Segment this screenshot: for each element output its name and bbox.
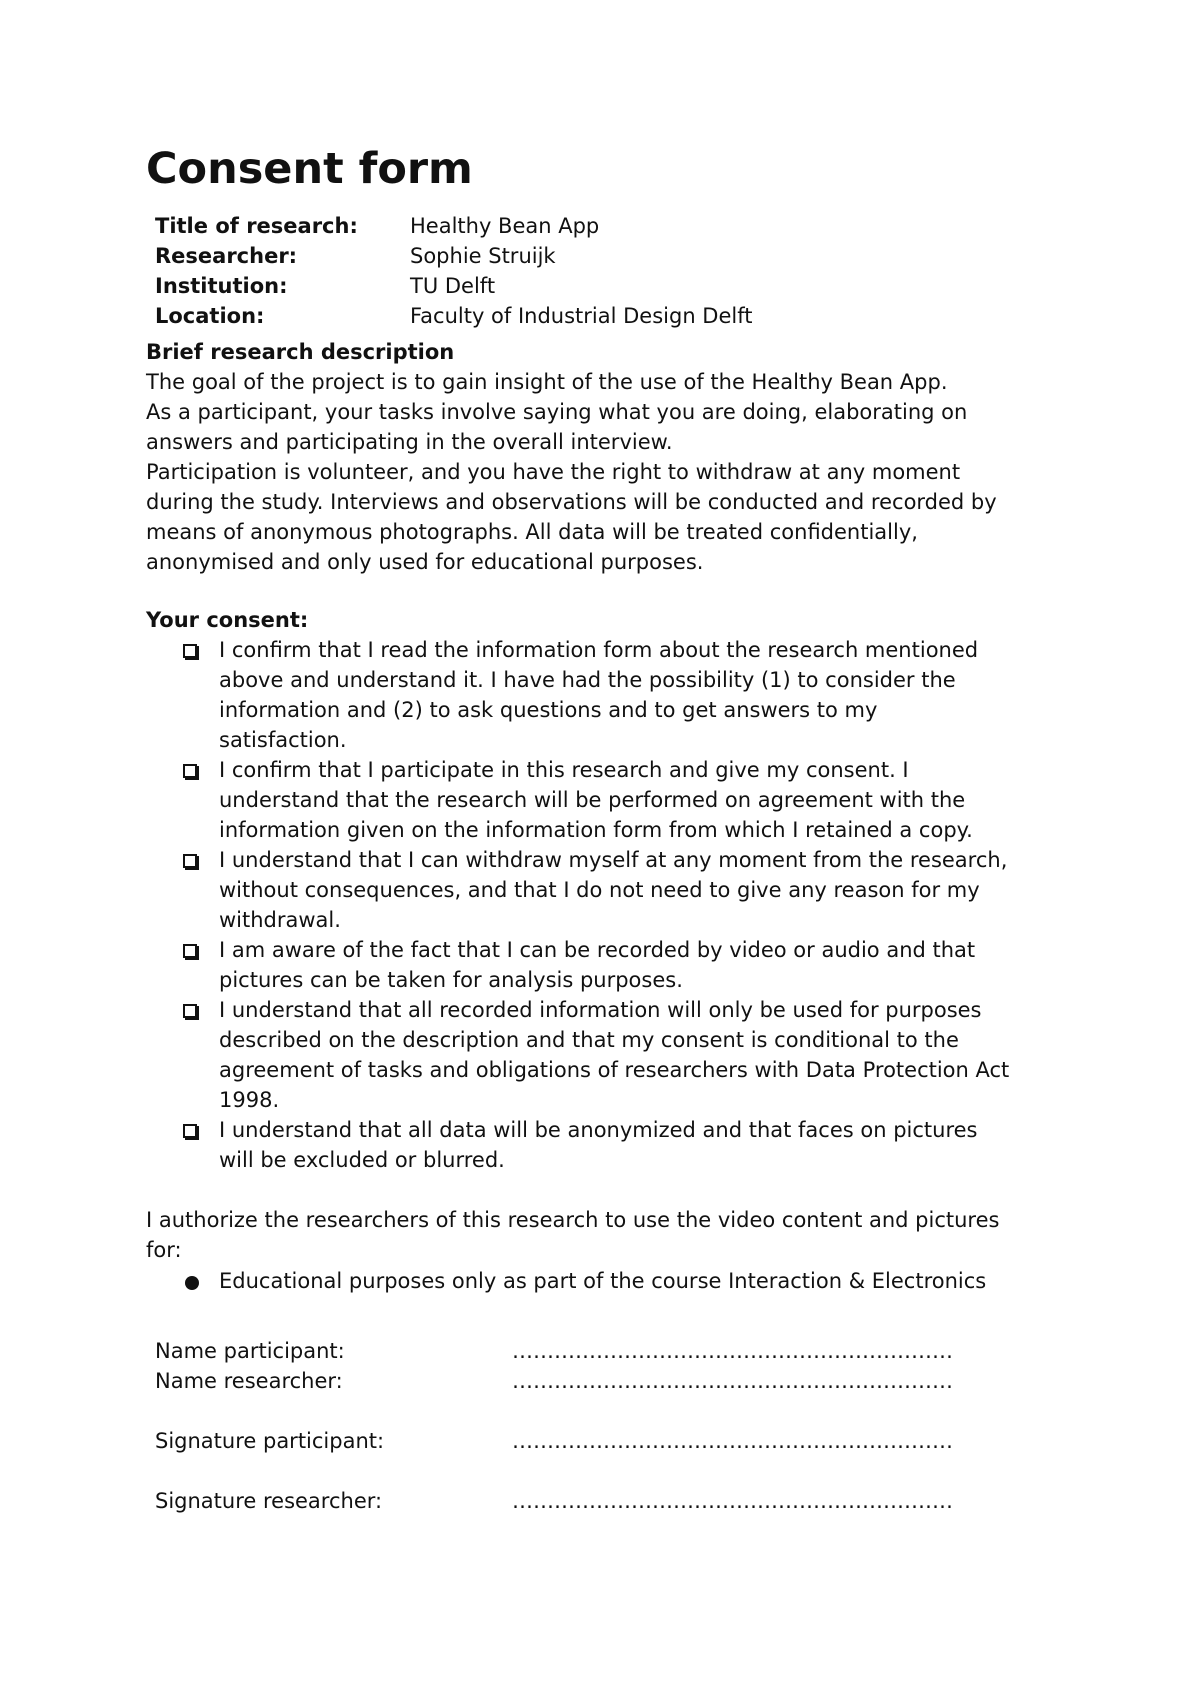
consent-item-line: I understand that all data will be anonymized and that faces on pictures xyxy=(219,1118,978,1142)
consent-item-line: satisfaction. xyxy=(219,728,347,752)
name-researcher-label: Name researcher: xyxy=(155,1369,343,1393)
consent-item-line: I understand that I can withdraw myself at any moment from the research, xyxy=(219,848,1008,872)
authorization-line: for: xyxy=(146,1238,182,1262)
consent-item-line: I understand that all recorded information will only be used for purposes xyxy=(219,998,982,1022)
consent-item-line: information and (2) to ask questions and to get answers to my xyxy=(219,698,878,722)
consent-checklist xyxy=(146,635,1106,1175)
description-line: during the study. Interviews and observations will be conducted and recorded by xyxy=(146,490,997,514)
description-line: anonymised and only used for educational purposes. xyxy=(146,550,704,574)
consent-item-line: 1998. xyxy=(219,1088,280,1112)
signature-section xyxy=(155,1336,953,1516)
page-title: Consent form xyxy=(146,144,473,194)
meta-row-researcher xyxy=(155,241,753,271)
consent-section xyxy=(146,605,1106,1175)
checkbox-icon[interactable] xyxy=(183,944,197,958)
meta-label: Institution: xyxy=(155,274,288,298)
signature-participant-field[interactable]: ……………………………………………………… xyxy=(512,1429,953,1453)
consent-item-line: pictures can be taken for analysis purposes. xyxy=(219,968,683,992)
signature-researcher-row xyxy=(155,1486,953,1516)
name-participant-field[interactable]: ……………………………………………………… xyxy=(512,1339,953,1363)
checkbox-icon[interactable] xyxy=(183,764,197,778)
description-heading: Brief research description xyxy=(146,340,455,364)
checkbox-icon[interactable] xyxy=(183,644,197,658)
bullet-icon xyxy=(185,1276,199,1290)
description-line: Participation is volunteer, and you have the right to withdraw at any moment xyxy=(146,460,961,484)
description-line: means of anonymous photographs. All data will be treated confidentially, xyxy=(146,520,918,544)
consent-item-line: withdrawal. xyxy=(219,908,341,932)
consent-item-line: I am aware of the fact that I can be recorded by video or audio and that xyxy=(219,938,976,962)
meta-row-location xyxy=(155,301,753,331)
meta-value: Sophie Struijk xyxy=(410,244,556,268)
meta-row-institution xyxy=(155,271,753,301)
meta-value: TU Delft xyxy=(410,274,496,298)
meta-label: Title of research: xyxy=(155,214,358,238)
meta-row-title xyxy=(155,211,753,241)
description-line: The goal of the project is to gain insight of the use of the Healthy Bean App. xyxy=(146,370,948,394)
consent-item-line: will be excluded or blurred. xyxy=(219,1148,505,1172)
authorization-section xyxy=(146,1205,1106,1296)
name-researcher-field[interactable]: ……………………………………………………… xyxy=(512,1369,953,1393)
meta-value: Healthy Bean App xyxy=(410,214,600,238)
signature-researcher-label: Signature researcher: xyxy=(155,1489,383,1513)
authorization-bullet-text: Educational purposes only as part of the course Interaction & Electronics xyxy=(219,1269,987,1293)
name-researcher-row xyxy=(155,1366,953,1396)
meta-label: Researcher: xyxy=(155,244,298,268)
consent-item xyxy=(146,635,1106,755)
consent-item-line: understand that the research will be performed on agreement with the xyxy=(219,788,966,812)
signature-researcher-field[interactable]: ……………………………………………………… xyxy=(512,1489,953,1513)
description-line: As a participant, your tasks involve saying what you are doing, elaborating on xyxy=(146,400,968,424)
consent-item-line: information given on the information form from which I retained a copy. xyxy=(219,818,973,842)
description-line: answers and participating in the overall interview. xyxy=(146,430,673,454)
checkbox-icon[interactable] xyxy=(183,854,197,868)
consent-item xyxy=(146,845,1106,935)
consent-item-line: agreement of tasks and obligations of researchers with Data Protection Act xyxy=(219,1058,1010,1082)
signature-participant-row xyxy=(155,1426,953,1456)
spacer xyxy=(155,1456,953,1486)
signature-participant-label: Signature participant: xyxy=(155,1429,385,1453)
checkbox-icon[interactable] xyxy=(183,1124,197,1138)
checkbox-icon[interactable] xyxy=(183,1004,197,1018)
research-info xyxy=(155,211,753,331)
meta-label: Location: xyxy=(155,304,265,328)
consent-item xyxy=(146,995,1106,1115)
spacer xyxy=(155,1396,953,1426)
consent-item xyxy=(146,755,1106,845)
consent-item-line: without consequences, and that I do not need to give any reason for my xyxy=(219,878,980,902)
authorization-bullet xyxy=(146,1266,1106,1296)
consent-heading: Your consent: xyxy=(146,608,309,632)
meta-value: Faculty of Industrial Design Delft xyxy=(410,304,753,328)
consent-item-line: described on the description and that my consent is conditional to the xyxy=(219,1028,959,1052)
consent-item-line: I confirm that I read the information form about the research mentioned xyxy=(219,638,979,662)
consent-item-line: I confirm that I participate in this research and give my consent. I xyxy=(219,758,909,782)
research-description xyxy=(146,337,1086,577)
consent-item xyxy=(146,935,1106,995)
consent-item-line: above and understand it. I have had the possibility (1) to consider the xyxy=(219,668,956,692)
consent-item xyxy=(146,1115,1106,1175)
name-participant-row xyxy=(155,1336,953,1366)
authorization-line: I authorize the researchers of this research to use the video content and pictures xyxy=(146,1208,1000,1232)
name-participant-label: Name participant: xyxy=(155,1339,345,1363)
